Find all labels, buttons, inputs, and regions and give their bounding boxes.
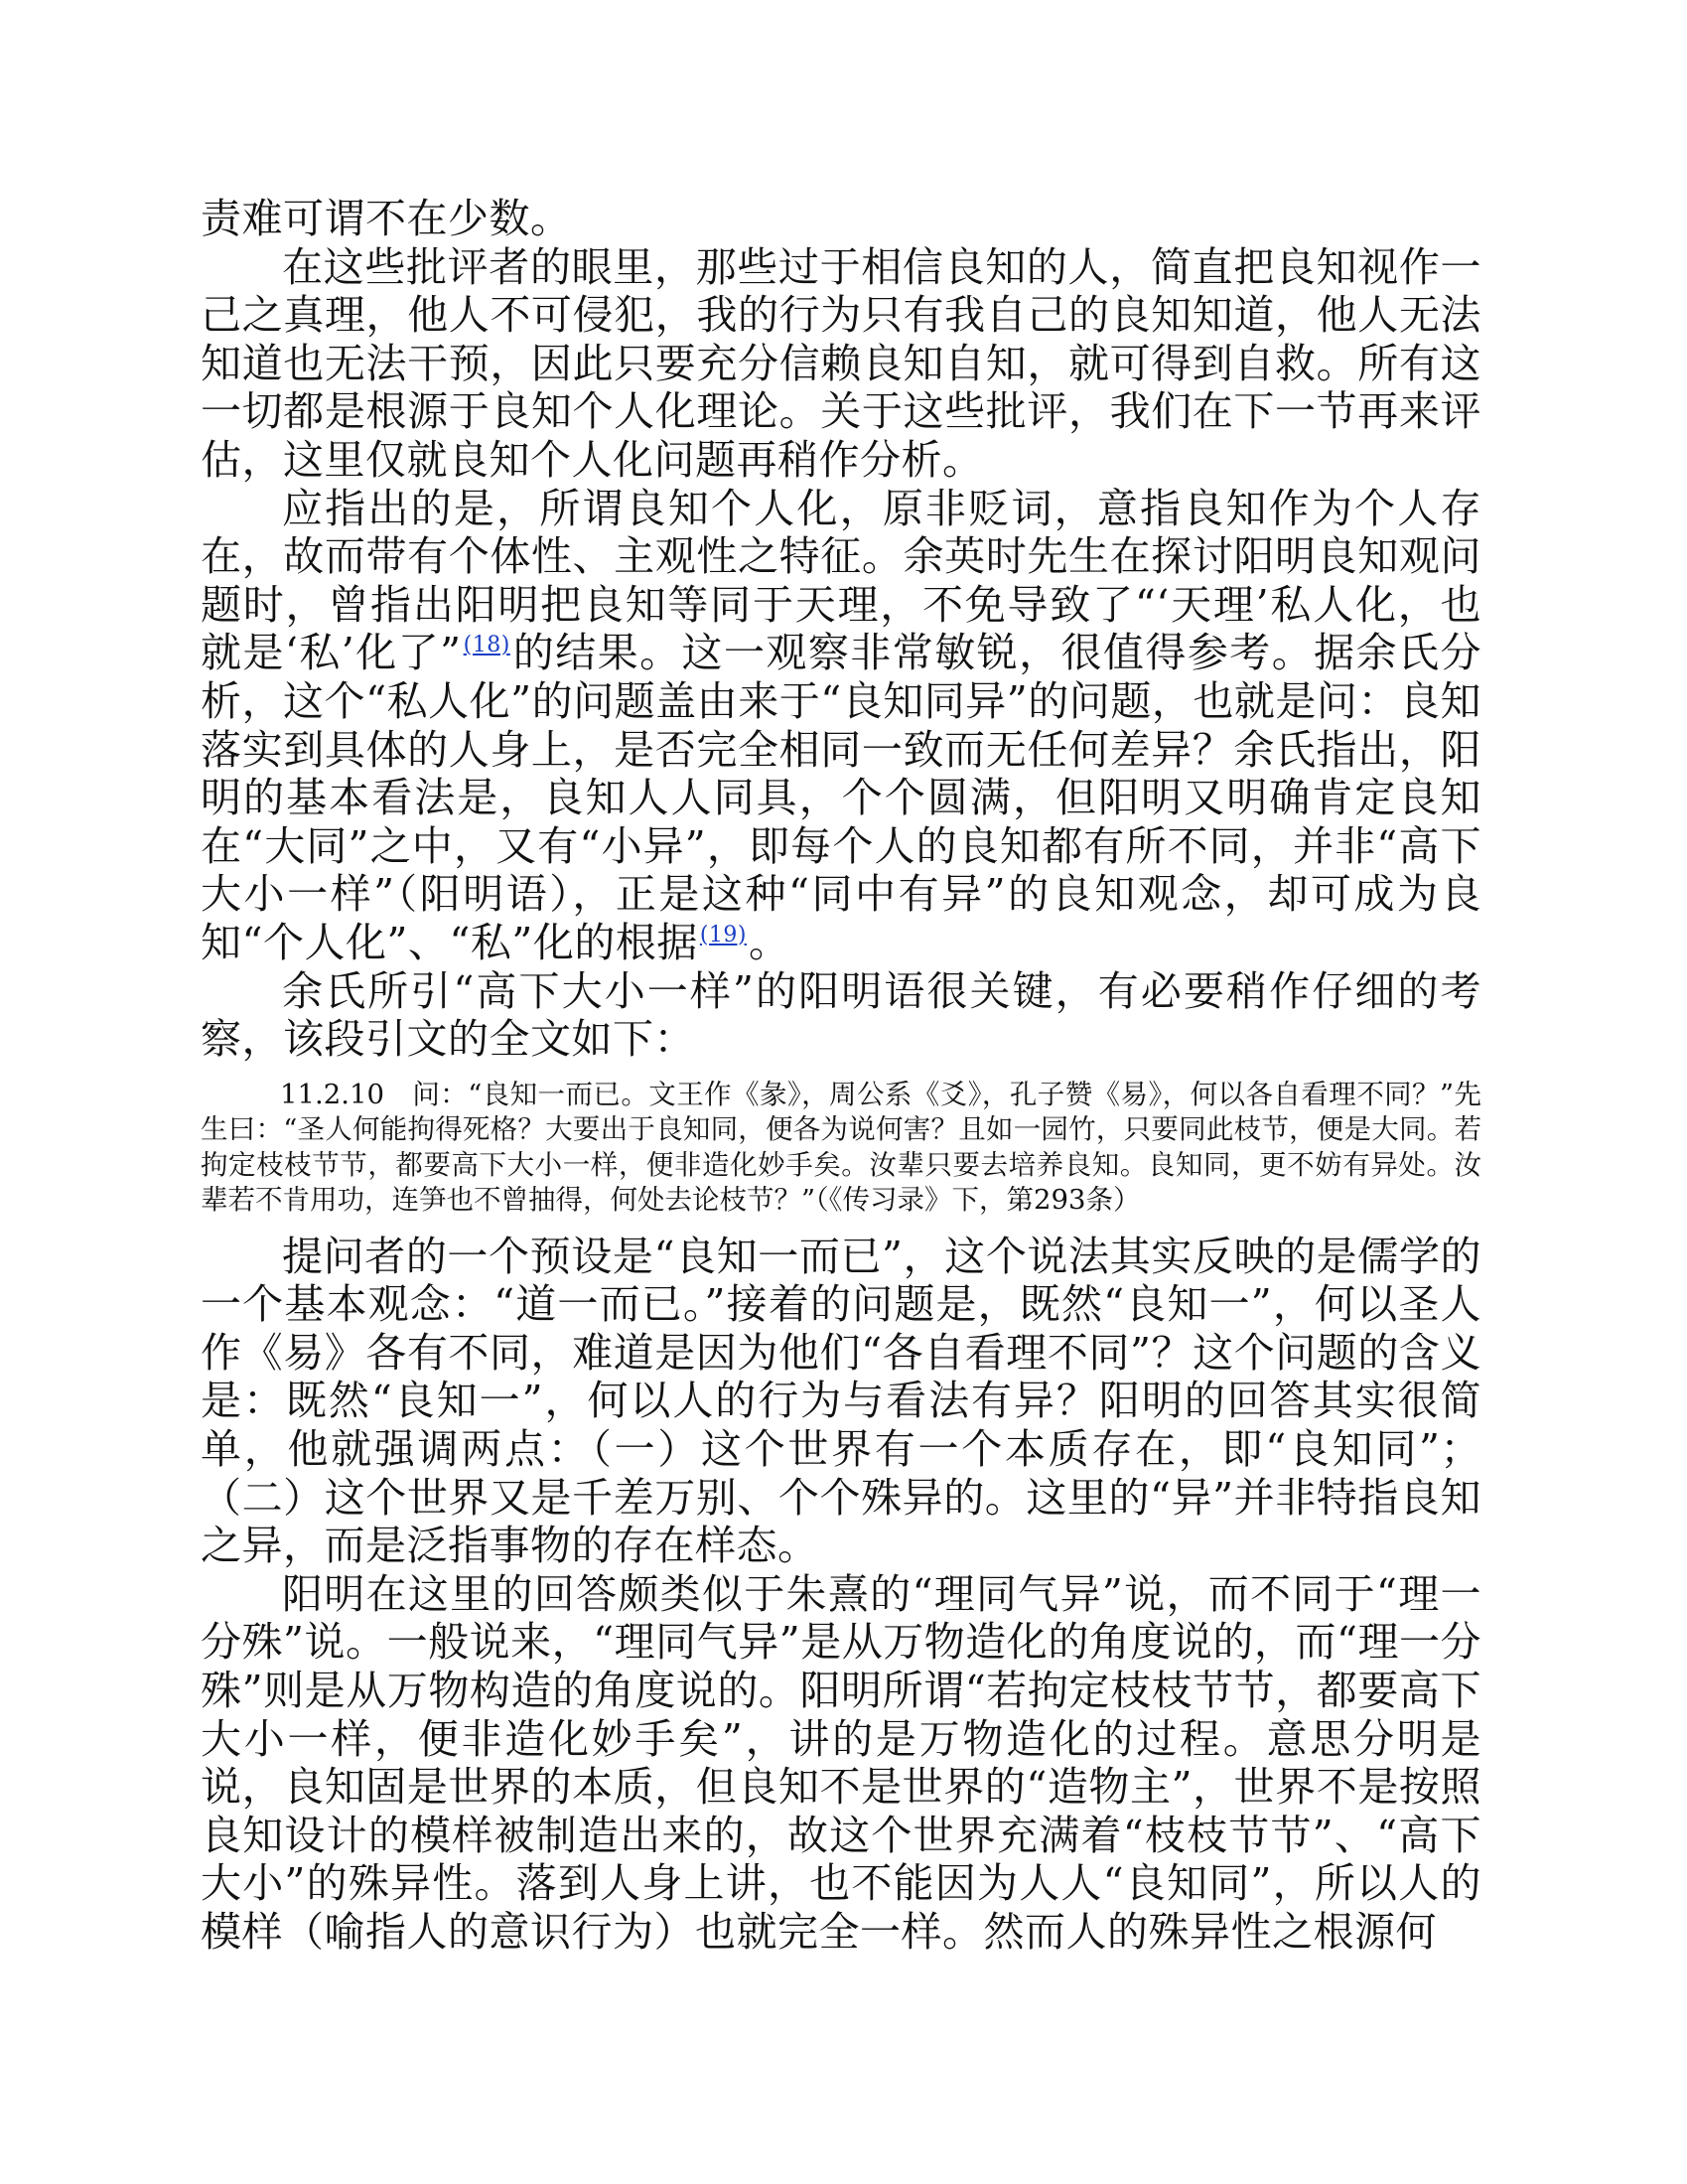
paragraph (201, 243, 1481, 485)
paragraph-text: 余氏所引“高下大小一样”的阳明语很关键，有必要稍作仔细的考察，该段引文的全文如下： (201, 966, 1481, 1064)
paragraph-text: 在这些批评者的眼里，那些过于相信良知的人，简直把良知视作一己之真理，他人不可侵犯，我的行为只有我自己的良知知道，他人无法知道也无法干预，因此只要充分信赖良知自知，就可得到自救。所有这一切都是根源于良知个人化理论。关于这些批评，我们在下一节再来评估，这里仅就良知个人化问题再稍作分析。 (201, 242, 1481, 484)
paragraph (201, 967, 1481, 1064)
paragraph (201, 195, 1481, 243)
block-quote: 11.2.10 问：“良知一而已。文王作《彖》，周公系《爻》，孔子赞《易》，何以各自看理不同？”先生曰：“圣人何能拘得死格？大要出于良知同，便各为说何害？且如一园竹，只要同此枝节，便是大同。若拘定枝枝节节，都要高下大小一样，便非造化妙手矣。汝辈只要去培养良知。良知同，更不妨有异处。汝辈若不肯用功，连笋也不曾抽得，何处去论枝节？”（《传习录》下，第293条） (201, 1078, 1481, 1217)
paragraph (201, 485, 1481, 967)
paragraph: 提问者的一个预设是“良知一而已”，这个说法其实反映的是儒学的一个基本观念：“道一而已。”接着的问题是，既然“良知一”，何以圣人作《易》各有不同，难道是因为他们“各自看理不同”？这个问题的含义是：既然“良知一”，何以人的行为与看法有异？阳明的回答其实很简单，他就强调两点：（一）这个世界有一个本质存在，即“良知同”；（二）这个世界又是千差万别、个个殊异的。这里的“异”并非特指良知之异，而是泛指事物的存在样态。 (201, 1232, 1481, 1570)
footnote-link-19[interactable]: (19) (699, 922, 748, 947)
paragraph: 阳明在这里的回答颇类似于朱熹的“理同气异”说，而不同于“理一分殊”说。一般说来，“理同气异”是从万物造化的角度说的，而“理一分殊”则是从万物构造的角度说的。阳明所谓“若拘定枝枝节节，都要高下大小一样，便非造化妙手矣”，讲的是万物造化的过程。意思分明是说，良知固是世界的本质，但良知不是世界的“造物主”，世界不是按照良知设计的模样被制造出来的，故这个世界充满着“枝枝节节”、“高下大小”的殊异性。落到人身上讲，也不能因为人人“良知同”，所以人的模样（喻指人的意识行为）也就完全一样。然而人的殊异性之根源何 (201, 1569, 1481, 1956)
document-page (201, 195, 1481, 1957)
paragraph-text: 。 (749, 918, 790, 966)
paragraph-text: 应指出的是，所谓良知个人化，原非贬词，意指良知作为个人存在，故而带有个体性、主观性之特征。余英时先生在探讨阳明良知观问题时，曾指出阳明把良知等同于天理，不免导致了“‘天理’私人化，也就是‘私’化了” (201, 484, 1481, 677)
footnote-link-18[interactable]: (18) (463, 632, 510, 657)
paragraph-text: 的结果。这一观察非常敏锐，很值得参考。据余氏分析，这个“私人化”的问题盖由来于“良知同异”的问题，也就是问：良知落实到具体的人身上，是否完全相同一致而无任何差异？余氏指出，阳明的基本看法是，良知人人同具，个个圆满，但阳明又明确肯定良知在“大同”之中，又有“小异”，即每个人的良知都有所不同，并非“高下大小一样”（阳明语），正是这种“同中有异”的良知观念，却可成为良知“个人化”、“私”化的根据 (201, 629, 1482, 966)
paragraph-text: 责难可谓不在少数。 (201, 195, 572, 242)
